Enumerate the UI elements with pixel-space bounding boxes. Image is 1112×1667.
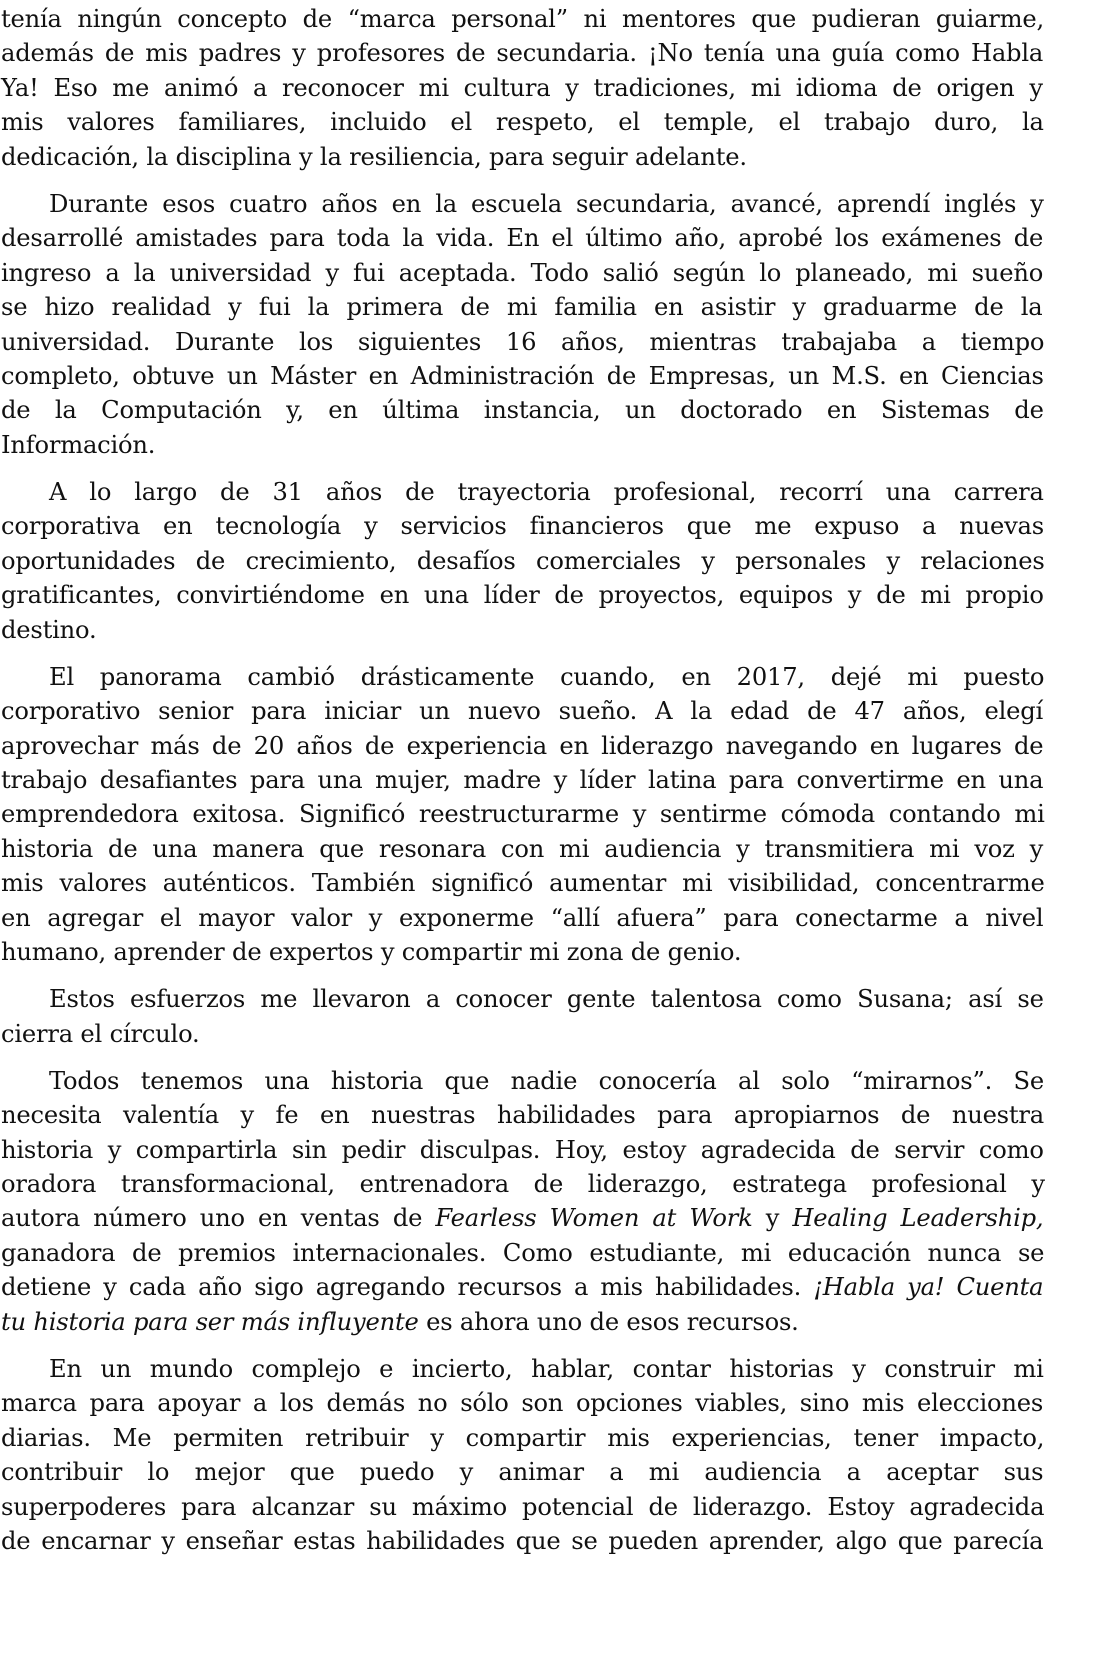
text-line bbox=[1, 140, 1047, 174]
text-line bbox=[1, 290, 1047, 324]
text-run: corporativa en tecnología y servicios financieros que me expuso a nuevas bbox=[1, 512, 1044, 541]
text-line bbox=[1, 1017, 1047, 1051]
text-line bbox=[1, 393, 1047, 427]
text-line bbox=[1, 660, 1047, 694]
text-run: oportunidades de crecimiento, desafíos comerciales y personales y relaciones bbox=[1, 546, 1045, 575]
text-run: historia de una manera que resonara con mi audiencia y transmitiera mi voz y bbox=[1, 834, 1044, 863]
text-line bbox=[1, 36, 1047, 70]
text-run: A lo largo de 31 años de trayectoria profesional, recorrí una carrera bbox=[49, 477, 1044, 506]
text-run: gratificantes, convirtiéndome en una líder de proyectos, equipos y de mi propio bbox=[1, 581, 1044, 610]
paragraph bbox=[1, 982, 1047, 1051]
text-run: dedicación, la disciplina y la resiliencia, para seguir adelante. bbox=[1, 142, 747, 171]
text-run: de encarnar y enseñar estas habilidades que se pueden aprender, algo que parecía bbox=[1, 1526, 1044, 1555]
text-line bbox=[1, 1236, 1047, 1270]
italic-title-text: tu historia para ser más influyente bbox=[1, 1307, 419, 1336]
text-run: autora número uno en ventas de bbox=[1, 1204, 436, 1233]
text-run: oradora transformacional, entrenadora de liderazgo, estratega profesional y bbox=[1, 1169, 1045, 1198]
text-run: de la Computación y, en última instancia, un doctorado en Sistemas de bbox=[1, 396, 1044, 425]
text-run: marca para apoyar a los demás no sólo son opciones viables, sino mis elecciones bbox=[1, 1389, 1044, 1418]
text-line bbox=[1, 1455, 1047, 1489]
text-line bbox=[1, 105, 1047, 139]
text-line bbox=[1, 1167, 1047, 1201]
italic-title-text: ¡Habla ya! Cuenta bbox=[813, 1273, 1044, 1302]
text-line bbox=[1, 221, 1047, 255]
text-line bbox=[1, 1201, 1047, 1235]
text-line bbox=[1, 1133, 1047, 1167]
text-line bbox=[1, 832, 1047, 866]
paragraph bbox=[1, 187, 1047, 463]
text-run: cierra el círculo. bbox=[1, 1019, 200, 1048]
text-line bbox=[1, 1305, 1047, 1339]
text-line bbox=[1, 1490, 1047, 1524]
text-run: trabajo desafiantes para una mujer, madre y líder latina para convertirme en una bbox=[1, 765, 1044, 794]
text-run: mis valores auténticos. También significó aumentar mi visibilidad, concentrarme bbox=[1, 869, 1045, 898]
text-line bbox=[1, 613, 1047, 647]
text-line bbox=[1, 901, 1047, 935]
text-line bbox=[1, 982, 1047, 1016]
text-line bbox=[1, 1421, 1047, 1455]
text-run: historia y compartirla sin pedir disculpas. Hoy, estoy agradecida de servir como bbox=[1, 1135, 1044, 1164]
text-run: detiene y cada año sigo agregando recursos a mis habilidades. bbox=[1, 1273, 814, 1302]
text-line bbox=[1, 1352, 1047, 1386]
text-line bbox=[1, 578, 1047, 612]
text-run: además de mis padres y profesores de secundaria. ¡No tenía una guía como Habla bbox=[1, 39, 1044, 68]
text-line bbox=[1, 428, 1047, 462]
italic-title-text: Fearless Women at Work bbox=[435, 1204, 753, 1233]
text-run: completo, obtuve un Máster en Administración de Empresas, un M.S. en Ciencias bbox=[1, 361, 1044, 390]
text-line bbox=[1, 935, 1047, 969]
text-run: universidad. Durante los siguientes 16 años, mientras trabajaba a tiempo bbox=[1, 327, 1045, 356]
paragraph bbox=[1, 1064, 1047, 1340]
text-run: necesita valentía y fe en nuestras habilidades para apropiarnos de nuestra bbox=[1, 1101, 1044, 1130]
text-run: ganadora de premios internacionales. Como estudiante, mi educación nunca se bbox=[1, 1238, 1045, 1267]
text-line bbox=[1, 1270, 1047, 1304]
text-line bbox=[1, 729, 1047, 763]
text-run: se hizo realidad y fui la primera de mi familia en asistir y graduarme de la bbox=[1, 293, 1043, 322]
italic-title-text: Healing Leadership, bbox=[792, 1204, 1044, 1233]
text-run: Durante esos cuatro años en la escuela secundaria, avancé, aprendí inglés y bbox=[49, 189, 1044, 218]
paragraph bbox=[1, 2, 1047, 174]
text-line bbox=[1, 509, 1047, 543]
text-line bbox=[1, 71, 1047, 105]
text-run: Estos esfuerzos me llevaron a conocer gente talentosa como Susana; así se bbox=[49, 985, 1044, 1014]
text-line bbox=[1, 1386, 1047, 1420]
text-run: Todos tenemos una historia que nadie conocería al solo “mirarnos”. Se bbox=[49, 1066, 1044, 1095]
text-run: contribuir lo mejor que puedo y animar a mi audiencia a aceptar sus bbox=[1, 1458, 1044, 1487]
paragraph bbox=[1, 475, 1047, 647]
text-line bbox=[1, 763, 1047, 797]
text-run: En un mundo complejo e incierto, hablar, contar historias y construir mi bbox=[49, 1354, 1044, 1383]
text-run: emprendedora exitosa. Significó reestructurarme y sentirme cómoda contando mi bbox=[1, 800, 1045, 829]
text-line bbox=[1, 1064, 1047, 1098]
text-line bbox=[1, 359, 1047, 393]
text-line bbox=[1, 187, 1047, 221]
text-run: El panorama cambió drásticamente cuando, en 2017, dejé mi puesto bbox=[49, 662, 1045, 691]
text-line bbox=[1, 256, 1047, 290]
document-page bbox=[1, 0, 1047, 1558]
text-run: tenía ningún concepto de “marca personal” ni mentores que pudieran guiarme, bbox=[1, 5, 1044, 33]
text-line bbox=[1, 2, 1047, 36]
text-run: y bbox=[752, 1204, 793, 1233]
text-run: aprovechar más de 20 años de experiencia en liderazgo navegando en lugares de bbox=[1, 731, 1044, 760]
text-line bbox=[1, 544, 1047, 578]
text-run: corporativo senior para iniciar un nuevo sueño. A la edad de 47 años, elegí bbox=[1, 697, 1044, 726]
text-line bbox=[1, 866, 1047, 900]
text-run: humano, aprender de expertos y compartir mi zona de genio. bbox=[1, 938, 742, 967]
text-run: diarias. Me permiten retribuir y compartir mis experiencias, tener impacto, bbox=[1, 1423, 1045, 1452]
text-run: superpoderes para alcanzar su máximo potencial de liderazgo. Estoy agradecida bbox=[1, 1492, 1045, 1521]
text-run: destino. bbox=[1, 615, 97, 644]
text-line bbox=[1, 694, 1047, 728]
text-line bbox=[1, 1098, 1047, 1132]
paragraph bbox=[1, 660, 1047, 970]
paragraph bbox=[1, 1352, 1047, 1559]
text-line bbox=[1, 1524, 1047, 1558]
text-run: mis valores familiares, incluido el respeto, el temple, el trabajo duro, la bbox=[1, 108, 1044, 137]
text-run: Información. bbox=[1, 430, 156, 459]
text-run: en agregar el mayor valor y exponerme “allí afuera” para conectarme a nivel bbox=[1, 903, 1044, 932]
text-line bbox=[1, 325, 1047, 359]
text-run: desarrollé amistades para toda la vida. En el último año, aprobé los exámenes de bbox=[1, 224, 1044, 253]
text-run: Ya! Eso me animó a reconocer mi cultura y tradiciones, mi idioma de origen y bbox=[1, 73, 1043, 102]
text-line bbox=[1, 797, 1047, 831]
text-run: ingreso a la universidad y fui aceptada. Todo salió según lo planeado, mi sueño bbox=[1, 258, 1044, 287]
text-run: es ahora uno de esos recursos. bbox=[418, 1307, 799, 1336]
text-line bbox=[1, 475, 1047, 509]
